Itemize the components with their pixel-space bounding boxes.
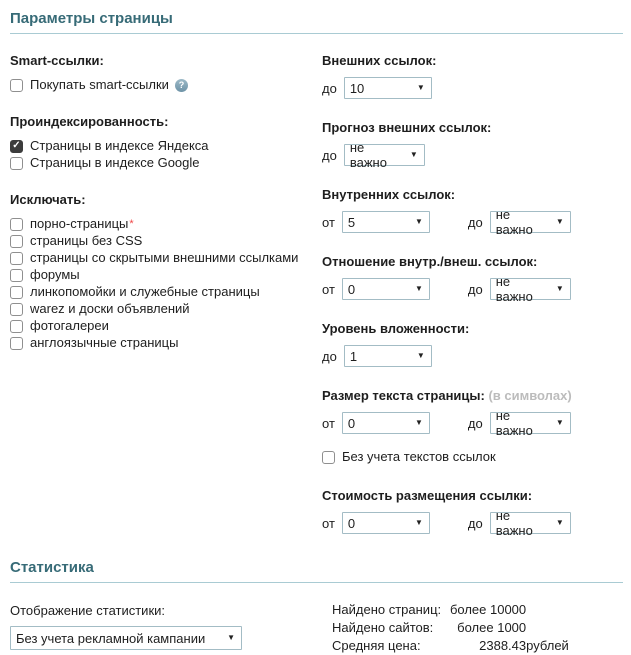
exclude-label: Исключать: [10, 192, 86, 207]
prefix-to: до [322, 80, 337, 96]
stat-row-sites-found [332, 619, 569, 637]
text-size-row [322, 408, 623, 438]
smart-links-checkbox-row[interactable] [10, 77, 322, 93]
prefix-from: от [322, 415, 335, 431]
checkbox-exclude-photo-galleries[interactable] [10, 320, 23, 333]
select-forecast-links-to[interactable] [344, 140, 425, 170]
select-value: 0 [347, 515, 356, 531]
select-value: 0 [347, 415, 356, 431]
prefix-from: от [322, 214, 335, 230]
checkbox-label: страницы со скрытыми внешними ссылками [30, 250, 299, 265]
checkbox-label: порно-страницы [30, 216, 129, 231]
stat-label: Средняя цена: [332, 638, 421, 653]
select-statistics-display[interactable] [10, 626, 242, 650]
stat-unit [526, 601, 569, 619]
section-title-statistics: Статистика [10, 555, 623, 583]
chevron-down-icon: ▼ [416, 351, 425, 360]
exclude-item-english-pages[interactable] [10, 335, 322, 351]
prefix-to: до [467, 415, 483, 431]
prefix-from: от [322, 281, 335, 297]
exclude-item-porn[interactable]: порно-страницы * [10, 216, 322, 232]
checkbox-index-google[interactable] [10, 157, 23, 170]
chevron-down-icon: ▼ [409, 150, 418, 159]
exclude-group [10, 192, 322, 351]
indexing-label: Проиндексированность: [10, 114, 169, 129]
prefix-from: от [322, 515, 335, 531]
exclude-item-link-farms[interactable] [10, 284, 322, 300]
chevron-down-icon: ▼ [555, 418, 564, 427]
link-cost-row [322, 508, 623, 538]
checkbox-exclude-english-pages[interactable] [10, 337, 23, 350]
right-column [322, 53, 623, 555]
select-ratio-from[interactable] [342, 278, 430, 300]
filters-columns [10, 53, 623, 555]
chevron-down-icon: ▼ [555, 518, 564, 527]
chevron-down-icon: ▼ [555, 217, 564, 226]
statistics-area [10, 600, 623, 655]
checkbox-exclude-link-farms[interactable] [10, 286, 23, 299]
select-ratio-to[interactable] [490, 274, 571, 304]
stat-row-pages-found [332, 601, 569, 619]
stat-value: более 10000 [449, 602, 527, 617]
statistics-results [332, 600, 623, 655]
link-cost-label: Стоимость размещения ссылки: [322, 488, 533, 503]
forecast-links-row [322, 140, 623, 170]
select-internal-links-from[interactable] [342, 211, 430, 233]
without-link-texts-row[interactable] [322, 449, 623, 465]
exclude-item-hidden-links[interactable] [10, 250, 322, 266]
internal-links-label: Внутренних ссылок: [322, 187, 456, 202]
checkbox-exclude-forums[interactable] [10, 269, 23, 282]
checkbox-exclude-warez[interactable] [10, 303, 23, 316]
check-icon: ✓ [12, 140, 21, 151]
select-text-size-to[interactable] [490, 408, 571, 438]
external-links-row [322, 77, 623, 99]
prefix-to: до [322, 147, 337, 163]
checkbox-label: Покупать smart-ссылки [30, 77, 169, 92]
stat-unit [526, 619, 569, 637]
exclude-item-warez[interactable] [10, 301, 322, 317]
select-text-size-from[interactable] [342, 412, 430, 434]
statistics-display-label: Отображение статистики: [10, 603, 166, 618]
stat-value: более 1000 [457, 620, 527, 635]
exclude-item-photo-galleries[interactable] [10, 318, 322, 334]
external-links-label: Внешних ссылок: [322, 53, 437, 68]
prefix-to: до [467, 281, 483, 297]
stat-row-average-price [332, 637, 569, 655]
checkbox-without-link-texts[interactable] [322, 451, 335, 464]
stat-value: 2388.43 [479, 638, 527, 653]
checkbox-label: линкопомойки и служебные страницы [30, 284, 260, 299]
select-link-cost-from[interactable] [342, 512, 430, 534]
help-icon[interactable]: ? [175, 79, 188, 92]
prefix-to: до [467, 214, 483, 230]
chevron-down-icon: ▼ [414, 518, 423, 527]
select-value: 0 [347, 281, 356, 297]
checkbox-label: warez и доски объявлений [30, 301, 190, 316]
left-column [10, 53, 322, 555]
statistics-table [332, 601, 569, 655]
smart-links-label: Smart-ссылки: [10, 53, 104, 68]
select-value: 1 [349, 348, 358, 364]
chevron-down-icon: ▼ [555, 284, 564, 293]
checkbox-label: Страницы в индексе Яндекса [30, 138, 209, 153]
checkbox-index-yandex[interactable] [10, 140, 23, 153]
text-size-note: (в символах) [488, 388, 572, 403]
select-value: не важно [495, 207, 533, 237]
chevron-down-icon: ▼ [227, 633, 235, 642]
select-value: не важно [495, 274, 533, 304]
stat-unit: рублей [526, 638, 569, 653]
select-value: Без учета рекламной кампании [16, 630, 206, 646]
smart-links-group [10, 53, 322, 93]
nesting-level-label: Уровень вложенности: [322, 321, 470, 336]
select-value: не важно [495, 408, 533, 438]
internal-links-row [322, 207, 623, 237]
text-size-label [322, 388, 623, 403]
indexing-group [10, 114, 322, 171]
ratio-links-label: Отношение внутр./внеш. ссылок: [322, 254, 538, 269]
text-size-label-text: Размер текста страницы: [322, 388, 485, 403]
select-value: 10 [349, 80, 365, 96]
checkbox-label: Без учета текстов ссылок [342, 449, 496, 464]
select-internal-links-to[interactable] [490, 207, 571, 237]
indexing-google-row[interactable] [10, 155, 322, 171]
prefix-to: до [322, 348, 337, 364]
select-value: не важно [349, 140, 387, 170]
forecast-links-label: Прогноз внешних ссылок: [322, 120, 492, 135]
chevron-down-icon: ▼ [416, 83, 425, 92]
chevron-down-icon: ▼ [414, 418, 423, 427]
select-value: не важно [495, 508, 533, 538]
section-title-page-params: Параметры страницы [10, 6, 623, 34]
checkbox-label: страницы без CSS [30, 233, 143, 248]
statistics-display [10, 600, 332, 655]
checkbox-exclude-hidden-links[interactable] [10, 252, 23, 265]
select-external-links-to[interactable] [344, 77, 432, 99]
indexing-yandex-row[interactable] [10, 138, 322, 154]
checkbox-exclude-porn[interactable] [10, 218, 23, 231]
select-link-cost-to[interactable] [490, 508, 571, 538]
select-value: 5 [347, 214, 356, 230]
checkbox-label: фотогалереи [30, 318, 109, 333]
checkbox-label: форумы [30, 267, 80, 282]
select-nesting-level-to[interactable] [344, 345, 432, 367]
chevron-down-icon: ▼ [414, 217, 423, 226]
checkbox-label: англоязычные страницы [30, 335, 179, 350]
chevron-down-icon: ▼ [414, 284, 423, 293]
stat-label: Найдено страниц: [332, 602, 442, 617]
stat-label: Найдено сайтов: [332, 620, 434, 635]
exclude-item-forums[interactable] [10, 267, 322, 283]
exclude-item-no-css[interactable] [10, 233, 322, 249]
prefix-to: до [467, 515, 483, 531]
checkbox-buy-smart-links[interactable] [10, 79, 23, 92]
checkbox-label: Страницы в индексе Google [30, 155, 200, 170]
ratio-links-row [322, 274, 623, 304]
checkbox-exclude-no-css[interactable] [10, 235, 23, 248]
nesting-level-row [322, 345, 623, 367]
